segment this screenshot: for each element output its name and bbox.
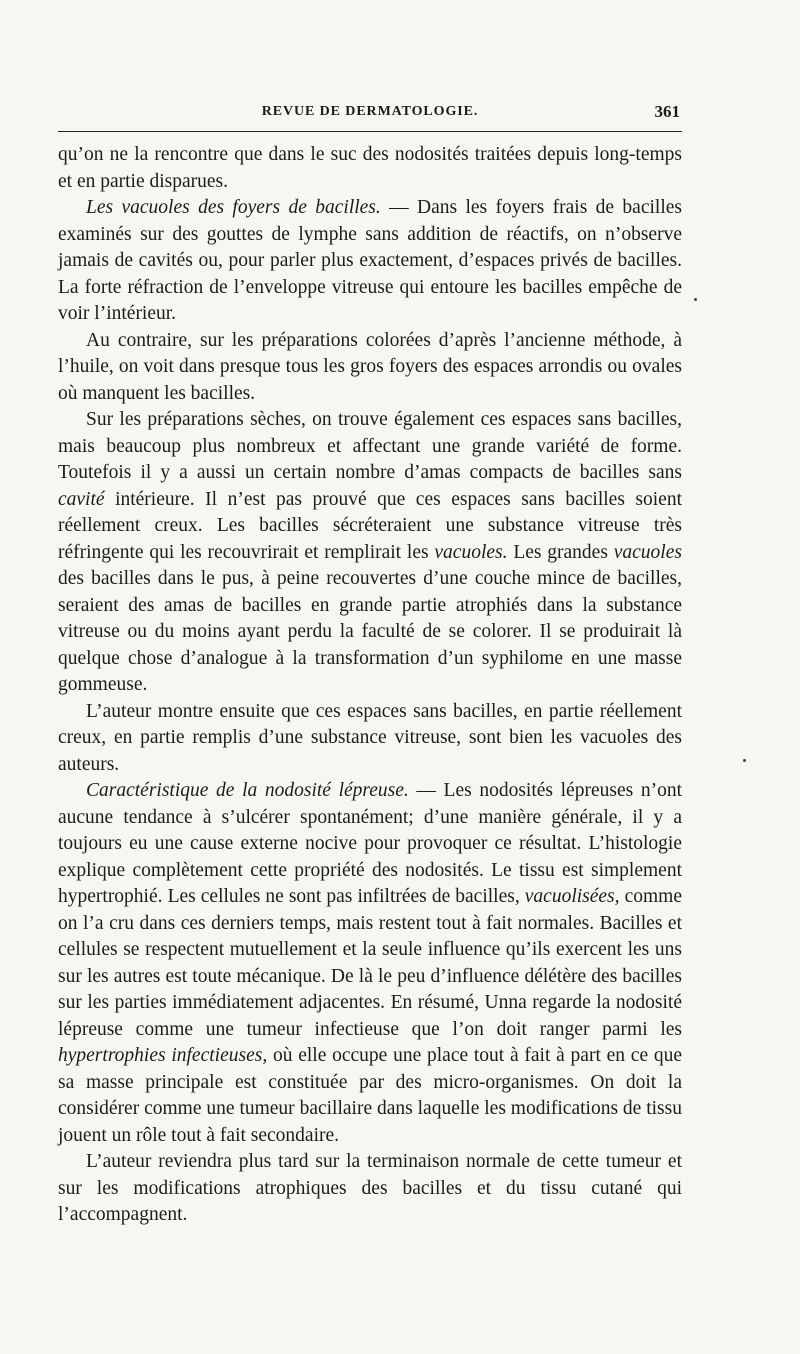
text-run: L’auteur reviendra plus tard sur la terminaison normale de cette tumeur et sur les modifications atrophiques des bacilles et du tissu cutané qui l’accompagnent.	[58, 1151, 682, 1225]
print-speck	[694, 298, 697, 301]
paragraph	[58, 195, 682, 328]
text-run: des bacilles dans le pus, à peine recouvertes d’une couche mince de bacilles, seraient des amas de bacilles en grande partie atrophiés dans la substance vitreuse ou du moins ayant perdu la faculté de se colorer. Il se produirait là quelque chose d’analogue à la transformation d’un syphilome en une masse gommeuse.	[58, 568, 682, 695]
text-run: — Les nodosités lépreuses n’ont aucune tendance à s’ulcérer spontanément; d’une manière générale, il y a toujours eu une cause externe nocive pour provoquer ce résultat. L’histologie explique complètement cette propriété des nodosités. Le tissu est simplement hypertrophié. Les cellules ne sont pas infiltrées de bacilles,	[58, 780, 682, 907]
italic-text: Caractéristique de la nodosité lépreuse.	[86, 780, 409, 801]
italic-text: Les vacuoles des foyers de bacilles.	[86, 197, 381, 218]
text-run: L’auteur montre ensuite que ces espaces sans bacilles, en partie réellement creux, en partie remplis d’une substance vitreuse, sont bien les vacuoles des auteurs.	[58, 700, 682, 775]
text-run: Les grandes	[507, 541, 614, 563]
page-number: 361	[654, 102, 680, 121]
book-page	[58, 102, 682, 1229]
header-rule	[58, 131, 682, 132]
running-title: REVUE DE DERMATOLOGIE.	[261, 104, 479, 119]
page-header	[58, 102, 682, 122]
paragraph	[58, 1149, 682, 1229]
italic-text: vacuoles	[613, 541, 682, 563]
text-run: comme on l’a cru dans ces derniers temps, mais restent tout à fait normales. Bacilles et cellules se respectent mutuellement et la seule influence qu’ils exercent les uns sur les autres est toute mécanique. De là le peu d’influence délétère des bacilles sur les parties immédiatement adjacentes. En résumé, Unna regarde la nodosité lépreuse comme une tumeur infectieuse que l’on doit ranger parmi les	[58, 886, 682, 1040]
paragraph	[58, 778, 682, 1149]
italic-text: vacuolisées,	[524, 886, 620, 907]
paragraph	[58, 328, 682, 408]
text-run: Sur les préparations sèches, on trouve également ces espaces sans bacilles, mais beaucoup plus nombreux et affectant une grande variété de forme. Toutefois il y a aussi un certain nombre d’amas compacts de bacilles sans	[58, 409, 682, 483]
text-run: où elle occupe une place tout à fait à part en ce que sa masse principale est constituée par des micro-organismes. On doit la considérer comme une tumeur bacillaire dans laquelle les modifications de tissu jouent un rôle tout à fait secondaire.	[58, 1045, 683, 1146]
text-run: qu’on ne la rencontre que dans le suc des nodosités traitées depuis long-temps et en partie disparues.	[58, 144, 682, 192]
italic-text: cavité	[58, 488, 105, 510]
print-speck	[743, 759, 746, 762]
paragraph	[58, 407, 682, 699]
italic-text: hypertrophies infectieuses,	[58, 1045, 268, 1066]
paragraph	[58, 142, 682, 195]
text-run: Au contraire, sur les préparations colorées d’après l’ancienne méthode, à l’huile, on voit dans presque tous les gros foyers des espaces arrondis ou ovales où manquent les bacilles.	[58, 329, 682, 404]
italic-text: vacuoles.	[434, 541, 508, 563]
text-run: intérieure. Il n’est pas prouvé que ces espaces sans bacilles soient réellement creux. Les bacilles sécréteraient une substance vitreuse très réfringente qui les recouvrirait et remplirait les	[58, 488, 682, 563]
paragraph	[58, 699, 682, 779]
body-text	[58, 142, 682, 1229]
text-run: — Dans les foyers frais de bacilles examinés sur des gouttes de lymphe sans addition de réactifs, on n’observe jamais de cavités ou, pour parler plus exactement, d’espaces privés de bacilles. La forte réfraction de l’enveloppe vitreuse qui entoure les bacilles empêche de voir l’intérieur.	[58, 197, 682, 324]
